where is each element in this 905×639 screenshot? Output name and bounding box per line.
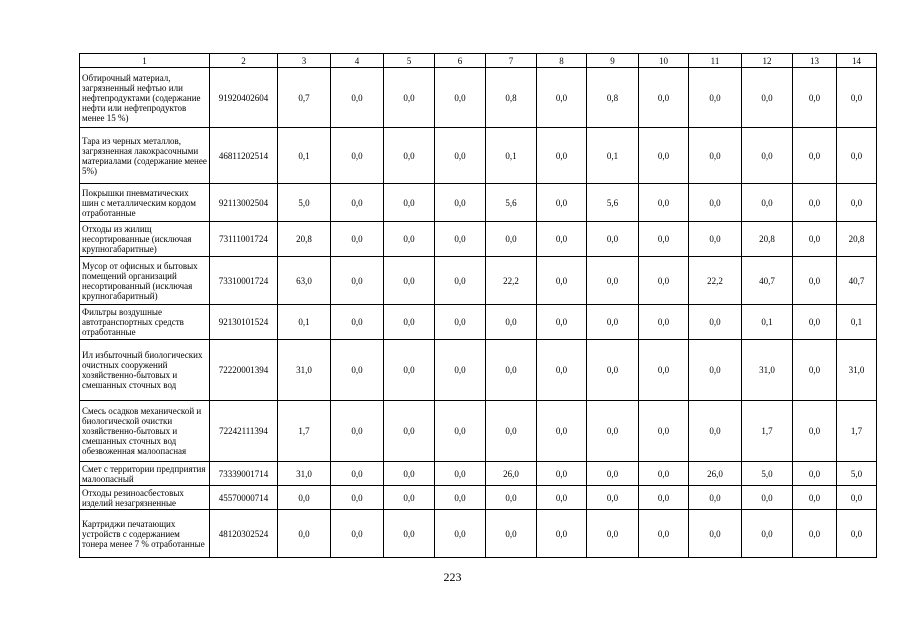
value-cell: 0,0 [537, 257, 587, 305]
value-cell: 31,0 [278, 462, 331, 486]
waste-name-cell: Отходы резиноасбестовых изделий незагрязненные [80, 486, 210, 510]
waste-name-cell: Ил избыточный биологических очистных сооружений хозяйственно-бытовых и смешанных сточных вод [80, 340, 210, 401]
value-cell: 0,0 [331, 128, 384, 184]
value-cell: 0,0 [793, 401, 837, 462]
value-cell: 0,0 [793, 68, 837, 128]
value-cell: 0,0 [331, 486, 384, 510]
value-cell: 0,0 [587, 222, 639, 257]
value-cell: 0,0 [793, 184, 837, 222]
column-header: 2 [210, 54, 278, 68]
value-cell: 0,0 [331, 462, 384, 486]
table-header-row [80, 54, 877, 68]
value-cell: 0,8 [486, 68, 537, 128]
value-cell: 0,0 [587, 462, 639, 486]
value-cell: 0,1 [278, 305, 331, 340]
value-cell: 0,0 [639, 401, 689, 462]
table-row [80, 68, 877, 128]
value-cell: 0,0 [435, 340, 486, 401]
value-cell: 5,0 [837, 462, 877, 486]
column-header: 6 [435, 54, 486, 68]
waste-name-cell: Картриджи печатающих устройств с содержанием тонера менее 7 % отработанные [80, 510, 210, 558]
document-page [79, 53, 876, 558]
waste-name-cell: Тара из черных металлов, загрязненная лакокрасочными материалами (содержание менее 5%) [80, 128, 210, 184]
value-cell: 0,1 [278, 128, 331, 184]
column-header: 12 [742, 54, 793, 68]
value-cell: 0,0 [689, 305, 742, 340]
table-row [80, 462, 877, 486]
value-cell: 22,2 [689, 257, 742, 305]
value-cell: 0,0 [435, 222, 486, 257]
column-header: 1 [80, 54, 210, 68]
waste-code-cell: 45570000714 [210, 486, 278, 510]
value-cell: 0,0 [742, 68, 793, 128]
value-cell: 0,0 [639, 128, 689, 184]
value-cell: 0,0 [537, 305, 587, 340]
value-cell: 26,0 [486, 462, 537, 486]
value-cell: 0,0 [639, 486, 689, 510]
value-cell: 0,0 [435, 401, 486, 462]
value-cell: 40,7 [837, 257, 877, 305]
value-cell: 0,0 [384, 510, 435, 558]
value-cell: 0,0 [793, 340, 837, 401]
value-cell: 0,1 [837, 305, 877, 340]
value-cell: 0,0 [793, 486, 837, 510]
value-cell: 0,0 [837, 68, 877, 128]
waste-code-cell: 72242111394 [210, 401, 278, 462]
value-cell: 0,1 [486, 128, 537, 184]
value-cell: 31,0 [278, 340, 331, 401]
value-cell: 0,0 [793, 222, 837, 257]
column-header: 8 [537, 54, 587, 68]
column-header: 13 [793, 54, 837, 68]
value-cell: 0,0 [331, 222, 384, 257]
table-row [80, 401, 877, 462]
waste-code-cell: 72220001394 [210, 340, 278, 401]
waste-code-cell: 91920402604 [210, 68, 278, 128]
column-header: 9 [587, 54, 639, 68]
waste-name-cell: Мусор от офисных и бытовых помещений организаций несортированный (исключая крупногабаритный) [80, 257, 210, 305]
value-cell: 0,0 [384, 257, 435, 305]
value-cell: 0,0 [639, 462, 689, 486]
value-cell: 40,7 [742, 257, 793, 305]
value-cell: 0,0 [384, 68, 435, 128]
value-cell: 0,0 [639, 184, 689, 222]
value-cell: 0,8 [587, 68, 639, 128]
value-cell: 0,0 [793, 462, 837, 486]
waste-name-cell: Обтирочный материал, загрязненный нефтью или нефтепродуктами (содержание нефти или нефтепродуктов менее 15 %) [80, 68, 210, 128]
value-cell: 0,0 [639, 510, 689, 558]
value-cell: 0,0 [742, 184, 793, 222]
value-cell: 0,0 [537, 401, 587, 462]
value-cell: 0,0 [587, 340, 639, 401]
value-cell: 0,0 [486, 340, 537, 401]
value-cell: 0,0 [837, 184, 877, 222]
value-cell: 20,8 [278, 222, 331, 257]
value-cell: 20,8 [837, 222, 877, 257]
value-cell: 22,2 [486, 257, 537, 305]
value-cell: 1,7 [742, 401, 793, 462]
value-cell: 0,0 [689, 401, 742, 462]
value-cell: 0,0 [793, 128, 837, 184]
value-cell: 0,0 [639, 68, 689, 128]
value-cell: 0,0 [639, 305, 689, 340]
table-row [80, 128, 877, 184]
value-cell: 0,0 [331, 305, 384, 340]
value-cell: 0,0 [486, 486, 537, 510]
value-cell: 0,0 [689, 486, 742, 510]
value-cell: 5,0 [278, 184, 331, 222]
waste-code-cell: 48120302524 [210, 510, 278, 558]
value-cell: 0,0 [742, 128, 793, 184]
table-row [80, 305, 877, 340]
value-cell: 0,0 [278, 486, 331, 510]
column-header: 4 [331, 54, 384, 68]
waste-code-cell: 73111001724 [210, 222, 278, 257]
value-cell: 5,6 [587, 184, 639, 222]
value-cell: 5,6 [486, 184, 537, 222]
value-cell: 0,0 [384, 401, 435, 462]
value-cell: 0,0 [435, 305, 486, 340]
value-cell: 0,0 [278, 510, 331, 558]
value-cell: 1,7 [837, 401, 877, 462]
table-row [80, 222, 877, 257]
value-cell: 0,0 [537, 128, 587, 184]
value-cell: 0,0 [587, 257, 639, 305]
value-cell: 0,0 [793, 510, 837, 558]
value-cell: 0,0 [331, 510, 384, 558]
value-cell: 0,0 [689, 510, 742, 558]
value-cell: 0,7 [278, 68, 331, 128]
column-header: 3 [278, 54, 331, 68]
value-cell: 0,0 [689, 68, 742, 128]
table-body [80, 68, 877, 558]
waste-name-cell: Фильтры воздушные автотранспортных средств отработанные [80, 305, 210, 340]
waste-name-cell: Покрышки пневматических шин с металлическим кордом отработанные [80, 184, 210, 222]
value-cell: 0,0 [587, 510, 639, 558]
value-cell: 0,0 [435, 510, 486, 558]
waste-name-cell: Отходы из жилищ несортированные (исключая крупногабаритные) [80, 222, 210, 257]
value-cell: 0,0 [837, 510, 877, 558]
value-cell: 0,0 [486, 510, 537, 558]
value-cell: 0,0 [435, 68, 486, 128]
value-cell: 5,0 [742, 462, 793, 486]
value-cell: 0,0 [331, 184, 384, 222]
value-cell: 31,0 [837, 340, 877, 401]
value-cell: 0,0 [384, 486, 435, 510]
value-cell: 0,0 [537, 510, 587, 558]
value-cell: 0,1 [742, 305, 793, 340]
value-cell: 0,0 [587, 486, 639, 510]
value-cell: 20,8 [742, 222, 793, 257]
value-cell: 0,0 [639, 222, 689, 257]
table-row [80, 340, 877, 401]
waste-code-cell: 73310001724 [210, 257, 278, 305]
value-cell: 0,0 [689, 184, 742, 222]
value-cell: 0,0 [587, 305, 639, 340]
column-header: 10 [639, 54, 689, 68]
value-cell: 0,0 [742, 510, 793, 558]
value-cell: 0,0 [537, 486, 587, 510]
value-cell: 0,1 [587, 128, 639, 184]
table-row [80, 184, 877, 222]
table-row [80, 510, 877, 558]
waste-code-cell: 46811202514 [210, 128, 278, 184]
value-cell: 0,0 [384, 305, 435, 340]
value-cell: 31,0 [742, 340, 793, 401]
value-cell: 0,0 [639, 340, 689, 401]
value-cell: 0,0 [537, 462, 587, 486]
value-cell: 0,0 [486, 305, 537, 340]
value-cell: 0,0 [537, 68, 587, 128]
value-cell: 0,0 [486, 222, 537, 257]
value-cell: 0,0 [742, 486, 793, 510]
value-cell: 0,0 [331, 68, 384, 128]
value-cell: 0,0 [587, 401, 639, 462]
waste-code-cell: 92113002504 [210, 184, 278, 222]
value-cell: 63,0 [278, 257, 331, 305]
column-header: 14 [837, 54, 877, 68]
table-row [80, 257, 877, 305]
waste-code-cell: 92130101524 [210, 305, 278, 340]
value-cell: 0,0 [486, 401, 537, 462]
table-row [80, 486, 877, 510]
column-header: 7 [486, 54, 537, 68]
value-cell: 0,0 [793, 305, 837, 340]
value-cell: 0,0 [793, 257, 837, 305]
value-cell: 0,0 [435, 462, 486, 486]
value-cell: 0,0 [537, 184, 587, 222]
value-cell: 0,0 [384, 222, 435, 257]
value-cell: 0,0 [331, 340, 384, 401]
value-cell: 0,0 [537, 222, 587, 257]
value-cell: 0,0 [435, 184, 486, 222]
value-cell: 0,0 [384, 128, 435, 184]
value-cell: 0,0 [384, 340, 435, 401]
value-cell: 0,0 [384, 184, 435, 222]
value-cell: 0,0 [689, 222, 742, 257]
value-cell: 0,0 [837, 486, 877, 510]
value-cell: 0,0 [435, 128, 486, 184]
waste-name-cell: Смесь осадков механической и биологической очистки хозяйственно-бытовых и смешанных сточных вод обезвоженная малоопасная [80, 401, 210, 462]
value-cell: 26,0 [689, 462, 742, 486]
value-cell: 0,0 [639, 257, 689, 305]
value-cell: 0,0 [331, 401, 384, 462]
value-cell: 0,0 [689, 340, 742, 401]
waste-table [79, 53, 877, 558]
column-header: 5 [384, 54, 435, 68]
waste-code-cell: 73339001714 [210, 462, 278, 486]
column-header: 11 [689, 54, 742, 68]
value-cell: 0,0 [435, 486, 486, 510]
waste-name-cell: Смет с территории предприятия малоопасный [80, 462, 210, 486]
value-cell: 0,0 [435, 257, 486, 305]
value-cell: 1,7 [278, 401, 331, 462]
value-cell: 0,0 [837, 128, 877, 184]
value-cell: 0,0 [537, 340, 587, 401]
value-cell: 0,0 [331, 257, 384, 305]
value-cell: 0,0 [384, 462, 435, 486]
page-number: 223 [443, 570, 462, 584]
value-cell: 0,0 [689, 128, 742, 184]
